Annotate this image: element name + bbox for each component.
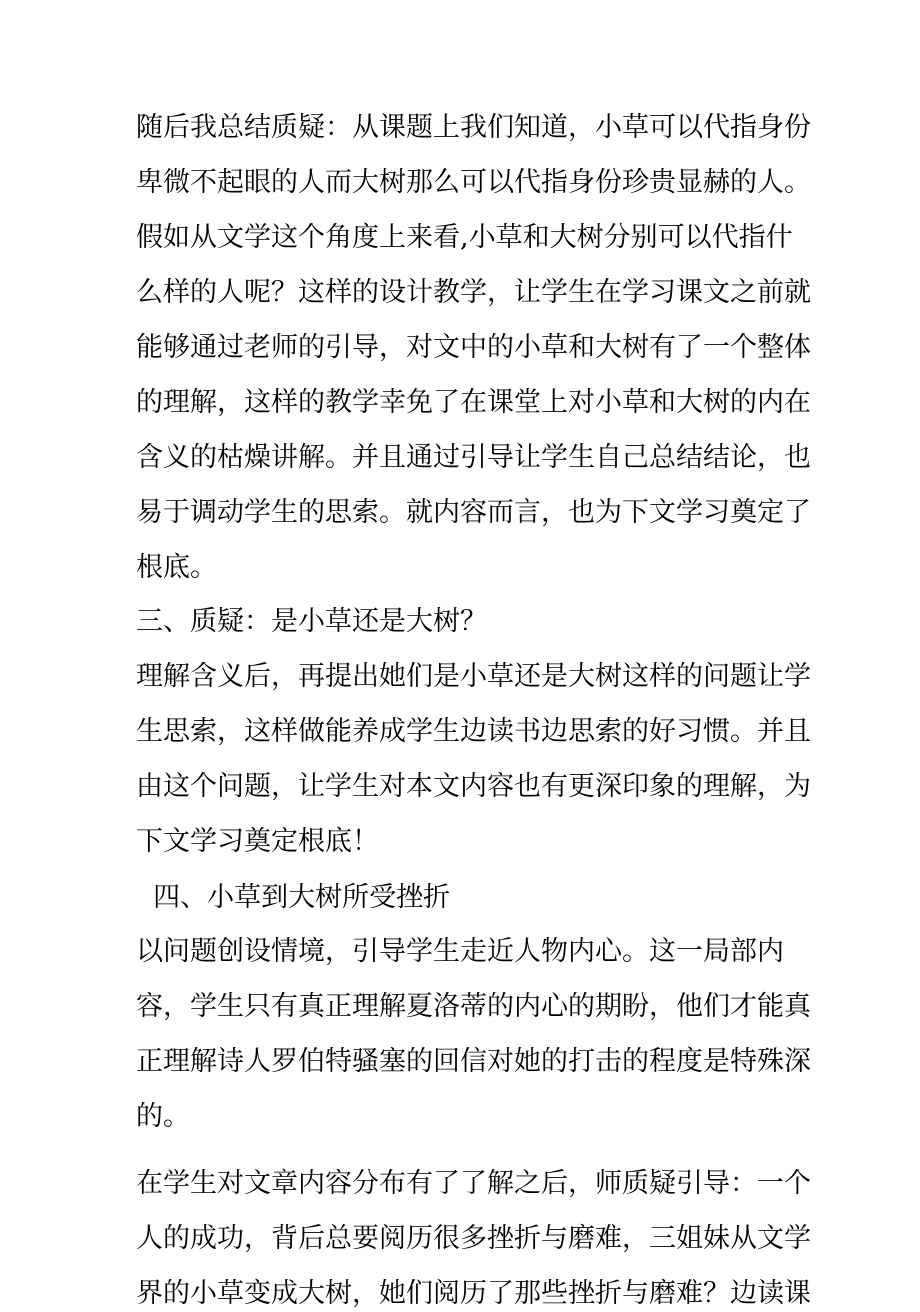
section-heading: 三、质疑：是小草还是大树？ — [136, 606, 487, 637]
text-line: 随后我总结质疑：从课题上我们知道，小草可以代指身份 — [136, 112, 811, 143]
text-line: 根底。 — [136, 552, 217, 583]
text-line: 能够通过老师的引导，对文中的小草和大树有了一个整体 — [136, 332, 811, 363]
text-line: 界的小草变成大树，她们阅历了那些挫折与磨难？边读课 — [136, 1278, 811, 1309]
text-line: 正理解诗人罗伯特骚塞的回信对她的打击的程度是特殊深 — [136, 1046, 811, 1077]
text-line: 么样的人呢？这样的设计教学，让学生在学习课文之前就 — [136, 277, 811, 308]
text-line: 卑微不起眼的人而大树那么可以代指身份珍贵显赫的人。 — [136, 167, 811, 198]
text-line: 在学生对文章内容分布有了了解之后，师质疑引导：一个 — [136, 1168, 811, 1199]
text-line: 容，学生只有真正理解夏洛蒂的内心的期盼，他们才能真 — [136, 991, 811, 1022]
text-line: 人的成功，背后总要阅历很多挫折与磨难，三姐妹从文学 — [136, 1223, 811, 1254]
text-line: 理解含义后，再提出她们是小草还是大树这样的问题让学 — [136, 661, 811, 692]
text-line: 以问题创设情境，引导学生走近人物内心。这一局部内 — [136, 936, 784, 967]
text-line: 生思索，这样做能养成学生边读书边思索的好习惯。并且 — [136, 716, 811, 747]
text-line: 的理解，这样的教学幸免了在课堂上对小草和大树的内在 — [136, 387, 811, 418]
text-line: 由这个问题，让学生对本文内容也有更深印象的理解，为 — [136, 771, 811, 802]
section-heading: 四、小草到大树所受挫折 — [136, 882, 451, 913]
text-line: 的。 — [136, 1101, 190, 1132]
text-line: 含义的枯燥讲解。并且通过引导让学生自己总结结论，也 — [136, 442, 811, 473]
text-line: 下文学习奠定根底！ — [136, 826, 379, 857]
text-line: 易于调动学生的思索。就内容而言，也为下文学习奠定了 — [136, 497, 811, 528]
text-line: 假如从文学这个角度上来看,小草和大树分别可以代指什 — [136, 222, 793, 253]
